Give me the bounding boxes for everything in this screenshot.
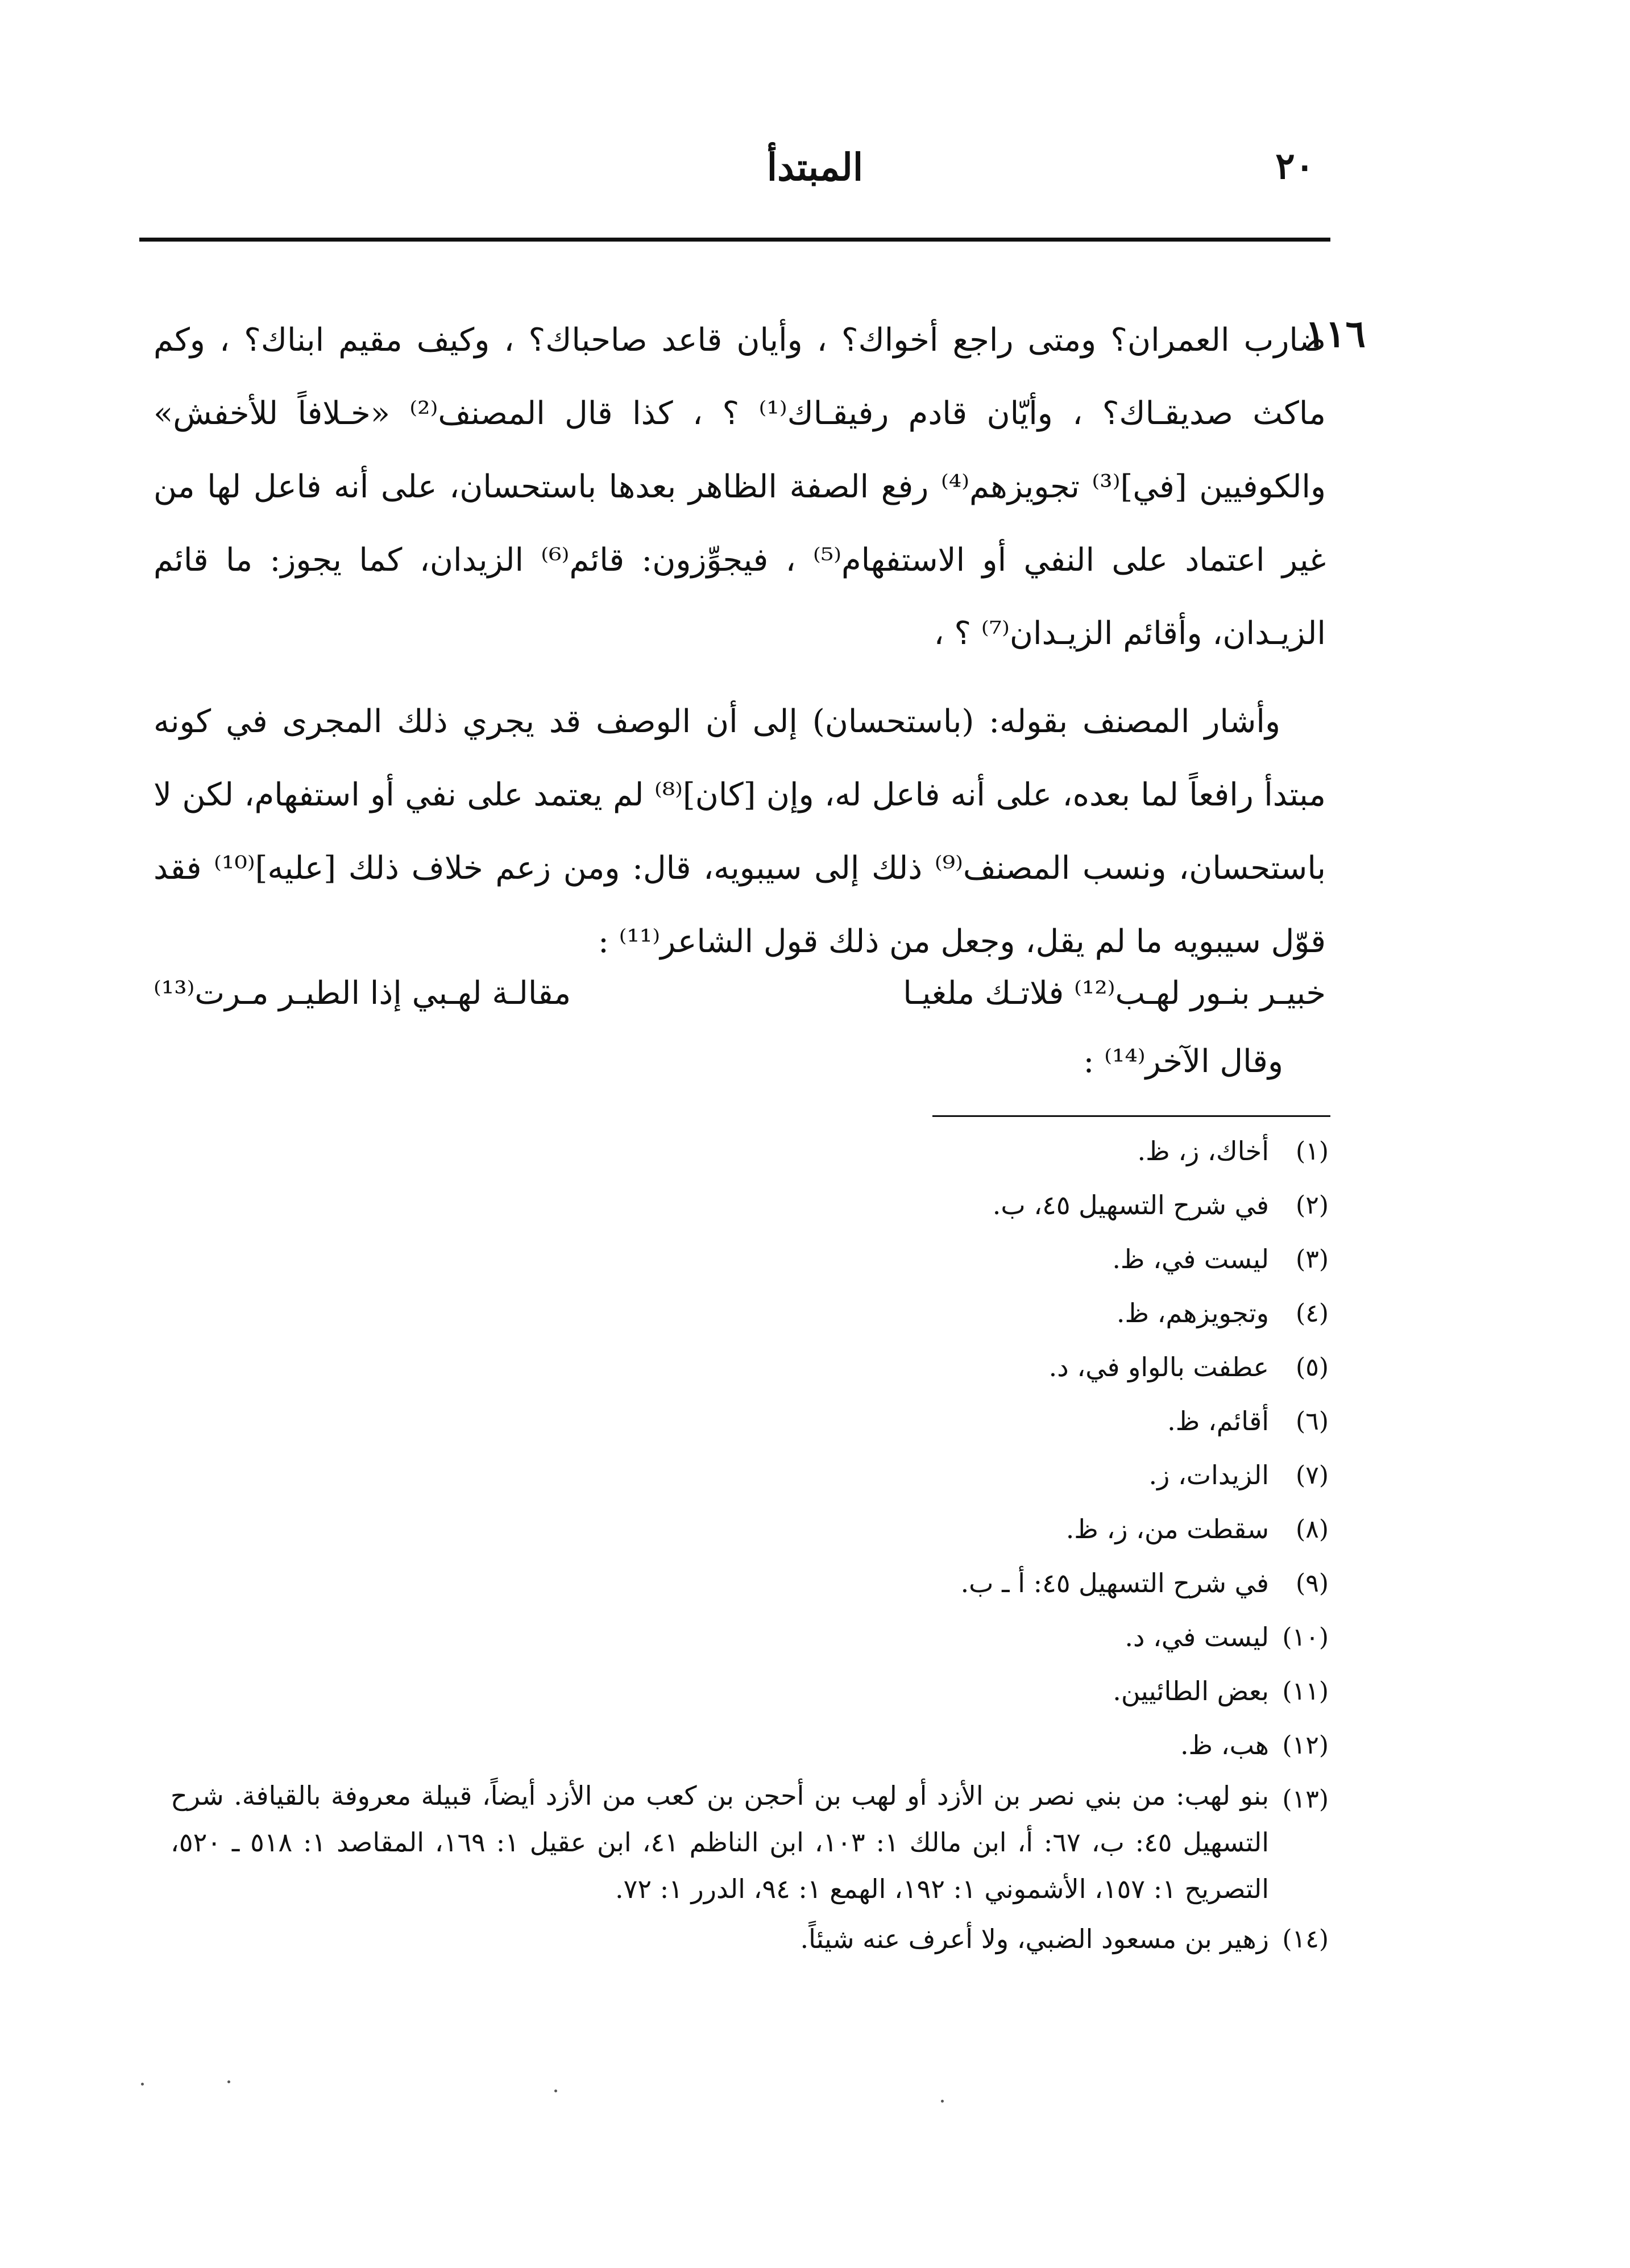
footnote-text: بنو لهب: من بني نصر بن الأزد أو لهب بن أحجن بن كعب من الأزد أيضاً، قبيلة معروفة بالقيافة. شرح التسهيل ٤٥: ب، ٦٧: أ، ابن مالك ١: ١٠٣، ابن الناظم ٤١، ابن عقيل ١: ١٦٩، المقاصد ١: ٥١٨ ـ ٥٢٠، التصريح ١: ١٥٧، الأشموني ١: ١٩٢، الهمع ١: ٩٤، الدرر ١: ٧٢. xyxy=(171,1780,1269,1904)
scan-speck xyxy=(227,2080,230,2083)
footnote-number: (١٢) xyxy=(1282,1731,1329,1760)
footnote-number: (٢) xyxy=(1296,1191,1329,1220)
verse-line xyxy=(154,975,1326,1012)
footnote xyxy=(171,1502,1329,1556)
footnote-number: (٧) xyxy=(1296,1461,1329,1490)
scan-speck xyxy=(941,2100,944,2103)
other-poet-intro: وقال الآخر⁽¹⁴⁾ : xyxy=(1083,1043,1283,1080)
footnote xyxy=(171,1664,1329,1718)
footnote xyxy=(171,1912,1329,1966)
page-number: ٢٠ xyxy=(1275,145,1314,188)
footnote-number: (٥) xyxy=(1296,1353,1329,1382)
footnotes xyxy=(171,1124,1329,1966)
footnote xyxy=(171,1232,1329,1286)
header-rule xyxy=(139,238,1330,242)
footnote xyxy=(171,1394,1329,1448)
scan-speck xyxy=(141,2083,144,2086)
entry-number: ١١٦ xyxy=(1305,311,1366,356)
footnote-number: (١١) xyxy=(1282,1677,1329,1706)
footnote-text: زهير بن مسعود الضبي، ولا أعرف عنه شيئاً. xyxy=(800,1924,1269,1954)
commentary-text: وأشار المصنف بقوله: (باستحسان) إلى أن الوصف قد يجري ذلك المجرى في كونه مبتدأ رافعاً لما بعده، على أنه فاعل له، وإن [كان]⁽⁸⁾ لم يعتمد على نفي أو استفهام، لكن لا باستحسان، ونسب المصنف⁽⁹⁾ ذلك إلى سيبويه، قال: ومن زعم خلاف ذلك [عليه]⁽¹⁰⁾ فقد قوّل سيبويه ما لم يقل، وجعل من ذلك قول الشاعر⁽¹¹⁾ : xyxy=(154,703,1326,960)
footnote-number: (١٤) xyxy=(1282,1925,1329,1954)
entry-text: ضارب العمران؟ ومتى راجع أخواك؟ ، وأيان قاعد صاحباك؟ ، وكيف مقيم ابناك؟ ، وكم ماكث صديقـاك؟ ، وأيّان قادم رفيقـاك⁽¹⁾ ؟ ، كذا قال المصنف⁽²⁾ «خـلافاً للأخفش» والكوفيين [في]⁽³⁾ تجويزهم⁽⁴⁾ رفع الصفة الظاهر بعدها باستحسان، على أنه فاعل لها من غير اعتماد على النفي أو الاستفهام⁽⁵⁾ ، فيجوِّزون: قائم⁽⁶⁾ الزيدان، كما يجوز: ما قائم الزيـدان، وأقائم الزيـدان⁽⁷⁾ ؟ ، xyxy=(154,322,1326,652)
footnote xyxy=(171,1556,1329,1610)
footnote-text: أخاك، ز، ظ. xyxy=(1137,1136,1269,1166)
footnote-number: (٨) xyxy=(1296,1515,1329,1544)
footnote-number: (٣) xyxy=(1296,1245,1329,1274)
footnote xyxy=(171,1772,1329,1912)
verse-hemistich-2: مقالـة لهـبي إذا الطيـر مـرت⁽¹³⁾ xyxy=(154,975,571,1012)
scan-speck xyxy=(554,2090,557,2092)
footnote xyxy=(171,1610,1329,1664)
footnote xyxy=(171,1124,1329,1178)
footnote-number: (١٠) xyxy=(1282,1623,1329,1652)
footnote-number: (٦) xyxy=(1296,1407,1329,1436)
footnote xyxy=(171,1340,1329,1394)
footnote-number: (١) xyxy=(1296,1137,1329,1166)
footnote-number: (١٣) xyxy=(1282,1785,1329,1814)
footnote-number: (٤) xyxy=(1296,1299,1329,1328)
footnote-text: ليست في، ظ. xyxy=(1112,1244,1269,1274)
footnote xyxy=(171,1286,1329,1340)
footnote xyxy=(171,1718,1329,1772)
footnote-text: في شرح التسهيل ٤٥: أ ـ ب. xyxy=(960,1568,1269,1598)
running-head: المبتدأ xyxy=(766,145,864,189)
footnote-rule xyxy=(932,1115,1330,1117)
footnote xyxy=(171,1448,1329,1502)
footnote-text: الزيدات، ز. xyxy=(1148,1460,1269,1490)
footnote-text: عطفت بالواو في، د. xyxy=(1048,1352,1269,1382)
verse-hemistich-1: خبيـر بنـور لهـب⁽¹²⁾ فلاتـك ملغيـا xyxy=(903,975,1326,1012)
footnote xyxy=(171,1178,1329,1232)
footnote-text: ليست في، د. xyxy=(1125,1622,1269,1652)
footnote-text: بعض الطائيين. xyxy=(1113,1676,1269,1706)
footnote-text: أقائم، ظ. xyxy=(1167,1406,1269,1436)
footnote-text: سقطت من، ز، ظ. xyxy=(1065,1514,1269,1544)
footnote-text: هب، ظ. xyxy=(1180,1730,1269,1760)
footnote-text: وتجويزهم، ظ. xyxy=(1116,1298,1269,1328)
footnote-number: (٩) xyxy=(1296,1569,1329,1598)
footnote-text: في شرح التسهيل ٤٥، ب. xyxy=(992,1190,1269,1220)
